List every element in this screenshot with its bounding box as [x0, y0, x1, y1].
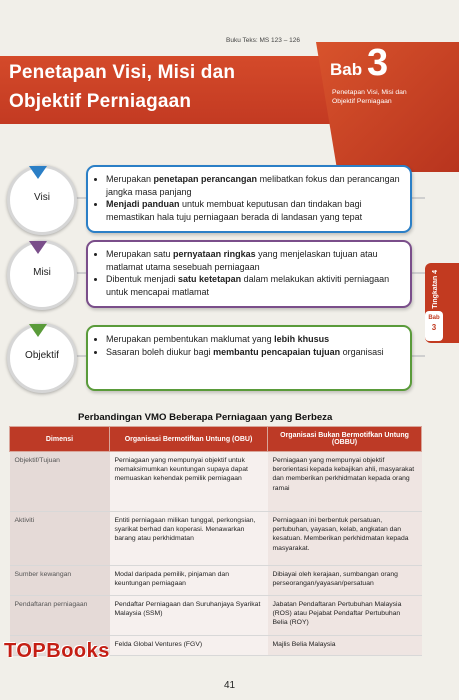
- table-cell: Dibiayai oleh kerajaan, sumbangan orang perseorangan/yayasan/persatuan: [268, 566, 422, 596]
- concept-box-visi: [86, 165, 412, 233]
- chapter-label: Bab: [330, 60, 363, 79]
- book-reference: Buku Teks: MS 123 – 126: [226, 37, 300, 44]
- page-title-line1: Penetapan Visi, Misi dan: [9, 62, 236, 83]
- concept-label-objektif: Objektif: [25, 350, 59, 361]
- table-row: [10, 566, 422, 596]
- table-cell: Objektif/Tujuan: [10, 452, 110, 512]
- table-row: [10, 452, 422, 512]
- side-badge-line2: 3: [431, 323, 437, 332]
- table-row: [10, 512, 422, 566]
- triangle-marker-icon: [29, 241, 47, 254]
- concept-box-objektif: [86, 325, 412, 391]
- title-banner: [0, 56, 335, 124]
- list-item: • Merupakan pembentukan maklumat yang lebih khusus: [106, 333, 402, 346]
- table-header-row: [10, 427, 422, 452]
- chapter-number: 3: [367, 42, 389, 84]
- page-number: 41: [223, 680, 236, 691]
- table-title: Perbandingan VMO Beberapa Perniagaan yang Berbeza: [78, 412, 333, 423]
- concept-box-misi: [86, 240, 412, 308]
- table-cell: Majlis Belia Malaysia: [268, 636, 422, 656]
- list-item: • Merupakan penetapan perancangan melibatkan fokus dan perancangan jangka masa panjang: [106, 173, 402, 198]
- table-cell: Aktiviti: [10, 512, 110, 566]
- table-header-cell: Dimensi: [10, 427, 110, 452]
- concept-label-visi: Visi: [34, 192, 50, 203]
- table-cell: Jabatan Pendaftaran Pertubuhan Malaysia (ROS) atau Pejabat Pendaftar Pertubuhan Belia (ROY): [268, 596, 422, 636]
- triangle-marker-icon: [29, 324, 47, 337]
- table-header-cell: Organisasi Bukan Bermotifkan Untung (OBBU): [268, 427, 422, 452]
- comparison-table: [9, 426, 422, 656]
- table-header-cell: Organisasi Bermotifkan Untung (OBU): [110, 427, 268, 452]
- table-cell: Entiti perniagaan milikan tunggal, perkongsian, syarikat berhad dan koperasi. Menawarkan barang atau perkhidmatan: [110, 512, 268, 566]
- table-cell: Sumber kewangan: [10, 566, 110, 596]
- table-cell: Perniagaan yang mempunyai objektif berorientasi kepada kebajikan ahli, masyarakat dan memberikan perkhidmatan kepada orang ramai: [268, 452, 422, 512]
- side-badge-line1: Bab: [428, 315, 440, 321]
- table-cell: Felda Global Ventures (FGV): [110, 636, 268, 656]
- concept-label-misi: Misi: [33, 267, 51, 278]
- list-item: • Menjadi panduan untuk membuat keputusan dan tindakan bagi memastikan hala tuju perniagaan berada di landasan yang tepat: [106, 198, 402, 223]
- table-cell: Perniagaan ini berbentuk persatuan, pertubuhan, yayasan, kelab, angkatan dan kesatuan. Memberikan perkhidmatan kepada masyarakat.: [268, 512, 422, 566]
- list-item: • Dibentuk menjadi satu ketetapan dalam melakukan aktiviti perniagaan untuk mencapai matlamat: [106, 273, 402, 298]
- side-tab-badge: [425, 311, 443, 341]
- table-cell: Perniagaan yang mempunyai objektif untuk memaksimumkan keuntungan supaya dapat memuaskan kehendak pemilik perniagaan: [110, 452, 268, 512]
- list-item: • Sasaran boleh diukur bagi membantu pencapaian tujuan organisasi: [106, 346, 402, 359]
- table-row: [10, 596, 422, 636]
- chapter-subtitle: Penetapan Visi, Misi dan Objektif Perniagaan: [332, 89, 407, 105]
- side-tab-label: Tingkatan 4: [432, 270, 439, 309]
- list-item: • Merupakan satu pernyataan ringkas yang menjelaskan tujuan atau matlamat utama sesebuah perniagaan: [106, 248, 402, 273]
- watermark-logo: TOPBooks: [4, 640, 110, 662]
- triangle-marker-icon: [29, 166, 47, 179]
- table-cell: Modal daripada pemilik, pinjaman dan keuntungan perniagaan: [110, 566, 268, 596]
- table-cell: Pendaftaran perniagaan: [10, 596, 110, 636]
- table-cell: Pendaftar Perniagaan dan Suruhanjaya Syarikat Malaysia (SSM): [110, 596, 268, 636]
- page-title-line2: Objektif Perniagaan: [9, 91, 192, 112]
